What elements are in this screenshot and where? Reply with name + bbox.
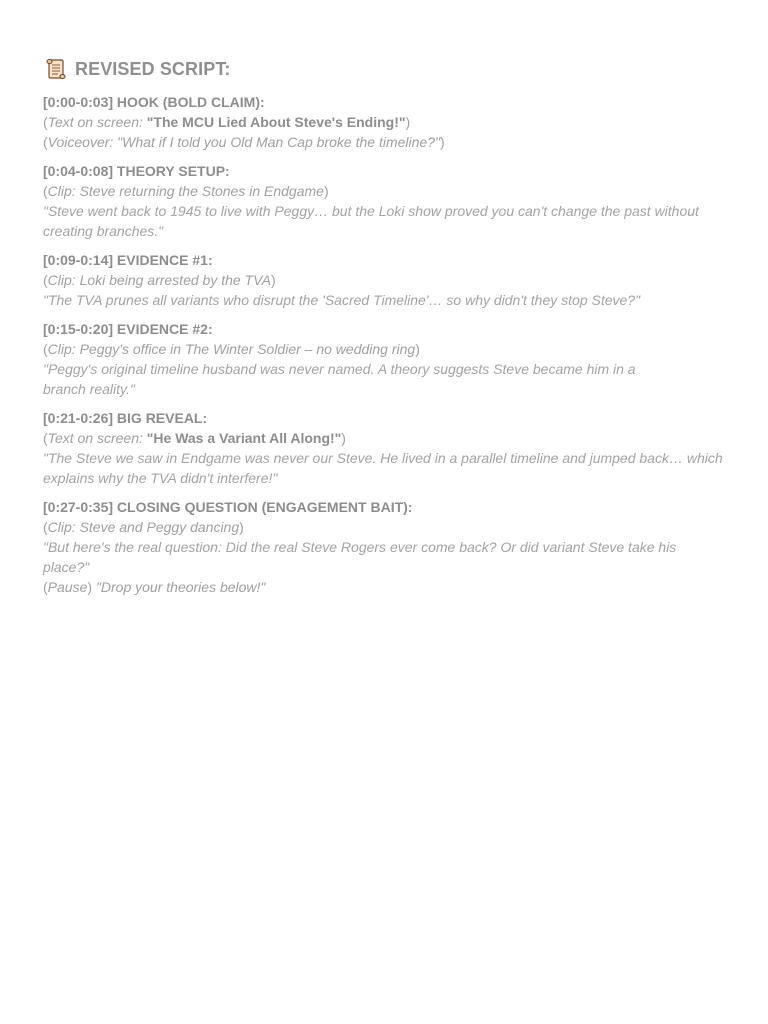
script-title: REVISED SCRIPT: [75,58,231,79]
section-line: (Clip: Loki being arrested by the TVA) [43,272,276,288]
script-section-big-reveal [43,408,723,488]
script-section-evidence-1 [43,250,723,310]
section-title: [0:00-0:03] HOOK (BOLD CLAIM): [43,94,265,110]
script-section-evidence-2 [43,319,723,399]
section-line: (Text on screen: "He Was a Variant All Along!") [43,430,346,446]
section-line: (Text on screen: "The MCU Lied About Steve's Ending!") [43,114,411,130]
line-prefix: Text on screen: [47,430,147,446]
section-title: [0:21-0:26] BIG REVEAL: [43,410,208,426]
section-line: (Clip: Steve returning the Stones in Endgame) [43,183,329,199]
line-text: Clip: Steve and Peggy dancing [47,519,240,535]
section-quote: "Peggy's original timeline husband was never named. A theory suggests Steve became him in a branch reality." [43,361,636,397]
line-text: Clip: Loki being arrested by the TVA [47,272,272,288]
line-text: Voiceover: "What if I told you Old Man Cap broke the timeline?" [47,134,440,150]
script-section-closing-question [43,497,723,597]
section-quote: "But here's the real question: Did the real Steve Rogers ever come back? Or did variant Steve take his place?" [43,539,677,575]
section-quote: "The Steve we saw in Endgame was never our Steve. He lived in a parallel timeline and jumped back… which explains why the TVA didn't interfere!" [43,450,723,486]
scroll-icon [44,57,68,81]
section-title: [0:09-0:14] EVIDENCE #1: [43,252,213,268]
script-section-theory-setup [43,161,723,241]
section-title: [0:27-0:35] CLOSING QUESTION (ENGAGEMENT BAIT): [43,499,413,515]
section-tail: (Pause) "Drop your theories below!" [43,579,266,595]
script-section-hook [43,92,723,152]
section-line: (Clip: Steve and Peggy dancing) [43,519,244,535]
section-title: [0:04-0:08] THEORY SETUP: [43,163,230,179]
section-line: (Clip: Peggy's office in The Winter Soldier – no wedding ring) [43,341,420,357]
section-line: (Voiceover: "What if I told you Old Man Cap broke the timeline?") [43,134,445,150]
script-heading [44,55,723,83]
tail-quote: "Drop your theories below!" [95,579,266,595]
line-prefix: Text on screen: [47,114,147,130]
section-quote: "Steve went back to 1945 to live with Peggy… but the Loki show proved you can't change the past without creating branches." [43,203,699,239]
pause-label: Pause [47,579,88,595]
line-text: Clip: Peggy's office in The Winter Soldier – no wedding ring [47,341,416,357]
line-bold: "The MCU Lied About Steve's Ending!" [146,114,406,130]
script-document [43,55,723,606]
section-title: [0:15-0:20] EVIDENCE #2: [43,321,213,337]
section-quote: "The TVA prunes all variants who disrupt the 'Sacred Timeline'… so why didn't they stop Steve?" [43,292,641,308]
line-text: Clip: Steve returning the Stones in Endgame [47,183,324,199]
line-bold: "He Was a Variant All Along!" [146,430,342,446]
